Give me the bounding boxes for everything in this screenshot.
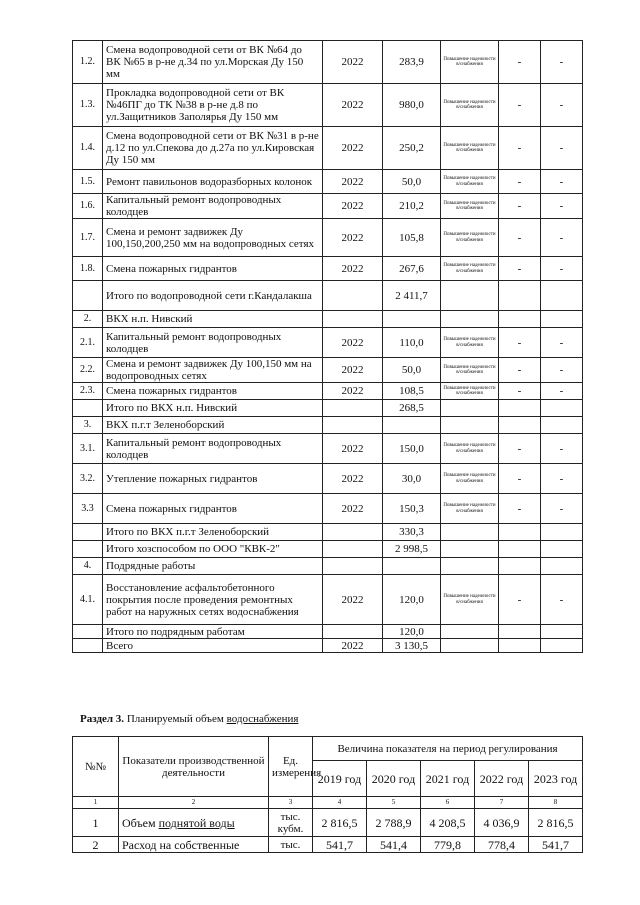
row-value: 778,4	[475, 837, 529, 853]
water-volume-table	[72, 736, 583, 853]
header-unit: Ед. измерения	[269, 737, 313, 797]
work-purpose	[441, 281, 499, 311]
row-number	[73, 281, 103, 311]
work-purpose: Повышение надежности в/снабжения	[441, 434, 499, 464]
work-name: Итого по ВКХ п.г.т Зеленоборский	[103, 524, 323, 541]
work-purpose	[441, 311, 499, 328]
section-title: Планируемый объем	[126, 713, 224, 725]
table-row	[73, 328, 583, 358]
header-year: 2020 год	[367, 761, 421, 797]
work-year: 2022	[323, 434, 383, 464]
empty-cell-2: -	[541, 464, 583, 494]
work-cost: 150,3	[383, 494, 441, 524]
table-row	[73, 358, 583, 383]
table-row	[73, 541, 583, 558]
header-period: Величина показателя на период регулирования	[313, 737, 583, 761]
row-value: 2 816,5	[313, 809, 367, 837]
section-3-heading	[80, 713, 298, 725]
table-row	[73, 311, 583, 328]
work-purpose	[441, 558, 499, 575]
empty-cell-1: -	[499, 127, 541, 170]
work-year: 2022	[323, 170, 383, 194]
work-year: 2022	[323, 41, 383, 84]
row-value: 779,8	[421, 837, 475, 853]
row-num: 2	[73, 837, 119, 853]
work-name: ВКХ н.п. Нивский	[103, 311, 323, 328]
table-row	[73, 524, 583, 541]
empty-cell-1: -	[499, 41, 541, 84]
work-name: Капитальный ремонт водопроводных колодцев	[103, 434, 323, 464]
table-row	[73, 170, 583, 194]
table-row	[73, 281, 583, 311]
work-cost: 267,6	[383, 257, 441, 281]
table-row	[73, 194, 583, 219]
work-cost: 283,9	[383, 41, 441, 84]
row-number	[73, 639, 103, 653]
column-index: 6	[421, 797, 475, 809]
column-index: 4	[313, 797, 367, 809]
header-year: 2021 год	[421, 761, 475, 797]
row-number: 1.3.	[73, 84, 103, 127]
empty-cell-2: -	[541, 328, 583, 358]
work-cost: 2 998,5	[383, 541, 441, 558]
work-cost: 50,0	[383, 358, 441, 383]
row-name: Расход на собственные	[119, 837, 269, 853]
row-number: 3.1.	[73, 434, 103, 464]
work-name: Смена пожарных гидрантов	[103, 383, 323, 400]
work-name: Смена и ремонт задвижек Ду 100,150 мм на водопроводных сетях	[103, 358, 323, 383]
work-year: 2022	[323, 127, 383, 170]
column-index: 3	[269, 797, 313, 809]
work-name: Смена и ремонт задвижек Ду 100,150,200,250 мм на водопроводных сетях	[103, 219, 323, 257]
work-year	[323, 541, 383, 558]
work-name: Прокладка водопроводной сети от ВК №46ПГ до ТК №38 в р-не д.8 по ул.Защитников Заполярья Ду 150 мм	[103, 84, 323, 127]
work-purpose	[441, 625, 499, 639]
table-row	[73, 219, 583, 257]
section-label: Раздел 3.	[80, 713, 125, 725]
empty-cell-1: -	[499, 219, 541, 257]
work-purpose	[441, 400, 499, 417]
row-number	[73, 400, 103, 417]
empty-cell-1	[499, 400, 541, 417]
column-index: 7	[475, 797, 529, 809]
table-row	[73, 837, 583, 853]
row-value: 541,7	[313, 837, 367, 853]
row-number: 1.4.	[73, 127, 103, 170]
work-name: Подрядные работы	[103, 558, 323, 575]
section-title-underlined: водоснабжения	[226, 713, 299, 725]
work-purpose: Повышение надежности в/снабжения	[441, 257, 499, 281]
work-purpose: Повышение надежности в/снабжения	[441, 41, 499, 84]
work-year	[323, 400, 383, 417]
work-year: 2022	[323, 639, 383, 653]
row-number: 3.3	[73, 494, 103, 524]
row-value: 4 208,5	[421, 809, 475, 837]
empty-cell-2: -	[541, 257, 583, 281]
row-number: 2.	[73, 311, 103, 328]
empty-cell-1: -	[499, 575, 541, 625]
table-row	[73, 257, 583, 281]
empty-cell-2	[541, 281, 583, 311]
header-year: 2023 год	[529, 761, 583, 797]
table-row	[73, 464, 583, 494]
work-cost: 268,5	[383, 400, 441, 417]
work-name: Смена пожарных гидрантов	[103, 494, 323, 524]
work-year: 2022	[323, 257, 383, 281]
work-purpose: Повышение надежности в/снабжения	[441, 84, 499, 127]
work-purpose	[441, 639, 499, 653]
header-indicator: Показатели производственной деятельности	[119, 737, 269, 797]
empty-cell-1: -	[499, 328, 541, 358]
column-index: 2	[119, 797, 269, 809]
table-row	[73, 383, 583, 400]
row-value: 541,4	[367, 837, 421, 853]
column-index: 1	[73, 797, 119, 809]
table-row	[73, 558, 583, 575]
empty-cell-2	[541, 541, 583, 558]
work-cost: 250,2	[383, 127, 441, 170]
row-number: 3.	[73, 417, 103, 434]
work-cost: 150,0	[383, 434, 441, 464]
row-number: 2.2.	[73, 358, 103, 383]
empty-cell-2: -	[541, 41, 583, 84]
work-purpose: Повышение надежности в/снабжения	[441, 328, 499, 358]
row-number: 1.2.	[73, 41, 103, 84]
row-number: 1.5.	[73, 170, 103, 194]
empty-cell-2: -	[541, 84, 583, 127]
work-cost: 2 411,7	[383, 281, 441, 311]
row-name: Объем поднятой воды	[119, 809, 269, 837]
work-name: Итого по водопроводной сети г.Кандалакша	[103, 281, 323, 311]
work-purpose: Повышение надежности в/снабжения	[441, 127, 499, 170]
work-name: Восстановление асфальтобетонного покрытия после проведения ремонтных работ на наружных сетях водоснабжения	[103, 575, 323, 625]
row-number: 1.7.	[73, 219, 103, 257]
work-name: Смена пожарных гидрантов	[103, 257, 323, 281]
row-number	[73, 524, 103, 541]
empty-cell-1	[499, 524, 541, 541]
row-number: 2.3.	[73, 383, 103, 400]
work-cost: 108,5	[383, 383, 441, 400]
empty-cell-1	[499, 541, 541, 558]
row-value: 2 816,5	[529, 809, 583, 837]
table-row	[73, 84, 583, 127]
work-name: Итого хозспособом по ООО "КВК-2"	[103, 541, 323, 558]
row-number: 1.8.	[73, 257, 103, 281]
work-purpose: Повышение надежности в/снабжения	[441, 219, 499, 257]
row-number: 4.1.	[73, 575, 103, 625]
work-year: 2022	[323, 219, 383, 257]
work-year: 2022	[323, 383, 383, 400]
work-purpose	[441, 417, 499, 434]
row-value: 541,7	[529, 837, 583, 853]
table-row	[73, 417, 583, 434]
work-year	[323, 281, 383, 311]
work-purpose: Повышение надежности в/снабжения	[441, 575, 499, 625]
work-purpose	[441, 524, 499, 541]
empty-cell-2: -	[541, 434, 583, 464]
work-year	[323, 417, 383, 434]
empty-cell-1	[499, 311, 541, 328]
work-cost: 50,0	[383, 170, 441, 194]
work-purpose: Повышение надежности в/снабжения	[441, 358, 499, 383]
work-year	[323, 558, 383, 575]
work-cost: 120,0	[383, 625, 441, 639]
empty-cell-2: -	[541, 219, 583, 257]
column-index: 8	[529, 797, 583, 809]
table-row	[73, 575, 583, 625]
work-name: Капитальный ремонт водопроводных колодцев	[103, 328, 323, 358]
work-cost: 330,3	[383, 524, 441, 541]
row-number	[73, 625, 103, 639]
empty-cell-1: -	[499, 358, 541, 383]
header-year: 2019 год	[313, 761, 367, 797]
work-cost: 980,0	[383, 84, 441, 127]
table-row	[73, 639, 583, 653]
empty-cell-1: -	[499, 434, 541, 464]
empty-cell-1	[499, 639, 541, 653]
work-year: 2022	[323, 84, 383, 127]
work-cost	[383, 558, 441, 575]
work-cost	[383, 311, 441, 328]
empty-cell-1	[499, 558, 541, 575]
work-purpose: Повышение надежности в/снабжения	[441, 494, 499, 524]
empty-cell-1: -	[499, 383, 541, 400]
work-purpose	[441, 541, 499, 558]
work-year: 2022	[323, 194, 383, 219]
table-row	[73, 127, 583, 170]
work-purpose: Повышение надежности в/снабжения	[441, 170, 499, 194]
empty-cell-2: -	[541, 494, 583, 524]
table-row	[73, 400, 583, 417]
work-year: 2022	[323, 494, 383, 524]
row-unit: тыс.	[269, 837, 313, 853]
table-row	[73, 434, 583, 464]
work-name: Ремонт павильонов водоразборных колонок	[103, 170, 323, 194]
row-number: 1.6.	[73, 194, 103, 219]
work-name: Итого по ВКХ н.п. Нивский	[103, 400, 323, 417]
work-year	[323, 625, 383, 639]
empty-cell-1: -	[499, 194, 541, 219]
empty-cell-2	[541, 625, 583, 639]
empty-cell-2	[541, 639, 583, 653]
work-cost: 3 130,5	[383, 639, 441, 653]
work-name: Всего	[103, 639, 323, 653]
empty-cell-2: -	[541, 358, 583, 383]
empty-cell-2	[541, 311, 583, 328]
work-name: Утепление пожарных гидрантов	[103, 464, 323, 494]
work-name: ВКХ п.г.т Зеленоборский	[103, 417, 323, 434]
empty-cell-1: -	[499, 84, 541, 127]
empty-cell-1: -	[499, 170, 541, 194]
empty-cell-2: -	[541, 194, 583, 219]
empty-cell-2: -	[541, 170, 583, 194]
empty-cell-2: -	[541, 575, 583, 625]
work-cost: 110,0	[383, 328, 441, 358]
empty-cell-1	[499, 625, 541, 639]
table-row	[73, 809, 583, 837]
empty-cell-1: -	[499, 494, 541, 524]
empty-cell-2	[541, 417, 583, 434]
empty-cell-2: -	[541, 127, 583, 170]
work-year	[323, 524, 383, 541]
work-purpose: Повышение надежности в/снабжения	[441, 194, 499, 219]
work-name: Смена водопроводной сети от ВК №31 в р-не д.12 по ул.Спекова до д.27а по ул.Кировская Ду 150 мм	[103, 127, 323, 170]
investment-table	[72, 40, 583, 653]
empty-cell-1	[499, 417, 541, 434]
work-name: Итого по подрядным работам	[103, 625, 323, 639]
work-name: Капитальный ремонт водопроводных колодцев	[103, 194, 323, 219]
work-cost: 105,8	[383, 219, 441, 257]
empty-cell-1: -	[499, 257, 541, 281]
work-year	[323, 311, 383, 328]
work-purpose: Повышение надежности в/снабжения	[441, 464, 499, 494]
empty-cell-1: -	[499, 464, 541, 494]
table-row	[73, 41, 583, 84]
row-number: 4.	[73, 558, 103, 575]
table-row	[73, 625, 583, 639]
work-cost	[383, 417, 441, 434]
row-num: 1	[73, 809, 119, 837]
row-value: 2 788,9	[367, 809, 421, 837]
work-year: 2022	[323, 328, 383, 358]
column-index: 5	[367, 797, 421, 809]
work-year: 2022	[323, 575, 383, 625]
table-row	[73, 494, 583, 524]
row-number: 3.2.	[73, 464, 103, 494]
empty-cell-2	[541, 524, 583, 541]
work-name: Смена водопроводной сети от ВК №64 до ВК №65 в р-не д.34 по ул.Морская Ду 150 мм	[103, 41, 323, 84]
row-value: 4 036,9	[475, 809, 529, 837]
header-num: №№	[73, 737, 119, 797]
empty-cell-2: -	[541, 383, 583, 400]
work-year: 2022	[323, 358, 383, 383]
empty-cell-2	[541, 558, 583, 575]
row-unit: тыс. кубм.	[269, 809, 313, 837]
empty-cell-1	[499, 281, 541, 311]
work-cost: 30,0	[383, 464, 441, 494]
header-year: 2022 год	[475, 761, 529, 797]
work-year: 2022	[323, 464, 383, 494]
work-cost: 210,2	[383, 194, 441, 219]
work-cost: 120,0	[383, 575, 441, 625]
work-purpose: Повышение надежности в/снабжения	[441, 383, 499, 400]
row-number	[73, 541, 103, 558]
empty-cell-2	[541, 400, 583, 417]
row-number: 2.1.	[73, 328, 103, 358]
